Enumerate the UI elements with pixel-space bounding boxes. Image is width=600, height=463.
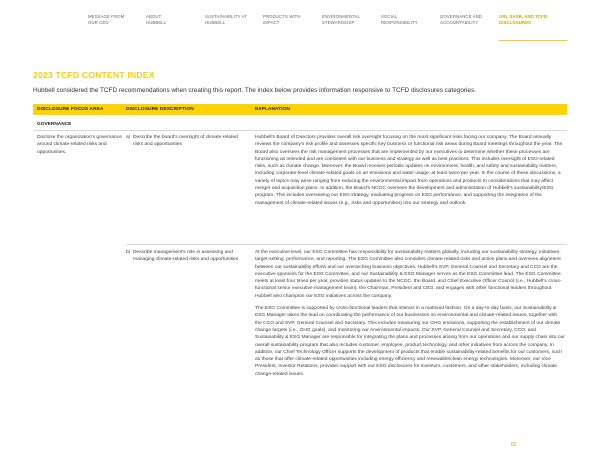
section-title: GOVERNANCE [37, 122, 72, 127]
header-explanation: EXPLANATION [255, 107, 291, 112]
nav-item-products-with-impact[interactable]: PRODUCTS WITH IMPACT [263, 14, 301, 25]
table-header [33, 104, 567, 115]
section-governance [33, 118, 567, 131]
row-b-explanation [255, 249, 565, 383]
top-navigation [88, 14, 566, 44]
explanation-paragraph: Hubbell's Board of Directors provides overall risk oversight focusing on the most significant risks facing our company. The Board annually reviews the company's risk profile and assesses specific key business or functional risk areas during Board meetings throughout the year. The Board also oversees the risk management processes that are implemented by our executives to determine whether these processes are functioning as intended and are consistent with our business and strategy as well as best practices. This includes oversight of ESG-related risks, such as climate change. Moreover, the Board receives periodic updates on environment, health, and safety and sustainability matters, including corporate-level climate-related goals on air emissions and water usage, at least twice per year. In the course of these discussions, a variety of topics may arise ranging from reducing the environmental impact from operations and products to considerations that may affect merger and acquisition plans. In addition, the Board's NCGC oversees the development and administration of Hubbell's sustainability/ESG program. This includes overseeing our ESG strategy, evaluating progress on ESG performance, and supporting the integration of the management of climate-related issues (e.g., risks and opportunities) into our strategy and outlook. [255, 135, 563, 206]
row-b-description: Describe management's role in assessing and managing climate-related risks and opportunities [133, 250, 239, 263]
nav-item-gri-sasb-tcfd-disclosures[interactable]: GRI, SASB, AND TCFD DISCLOSURES [499, 14, 548, 25]
header-focus-area: DISCLOSURE FOCUS AREA [37, 107, 104, 112]
page-title: 2023 TCFD CONTENT INDEX [33, 70, 155, 80]
nav-item-social-responsibility[interactable]: SOCIAL RESPONSIBILITY [381, 14, 418, 25]
nav-item-environmental-stewardship[interactable]: ENVIRONMENTAL STEWARDSHIP [322, 14, 360, 25]
row-divider [126, 244, 567, 245]
nav-item-sustainability-at-hubbell[interactable]: SUSTAINABILITY AT HUBBELL [205, 14, 248, 25]
intro-text: Hubbell considered the TCFD recommendations when creating this report. The index below provides information responsive to TCFD disclosures categories. [33, 87, 476, 94]
explanation-paragraph: The ESG Committee is supported by cross-functional leaders that interact in a matrixed fashion. On a day-to-day basis, our Sustainability & ESG Manager takes the lead on coordinating the performance of our businesses on environmental and climate-related issues, together with the CCO and SVP, General Counsel and Secretary. This includes measuring our GHG emissions, supporting the establishment of our climate change targets (i.e., GHG goals), and monitoring our environmental impacts. Our SVP, General Counsel and Secretary, CCO, and Sustainability & ESG Manager are responsible for integrating the plans and processes arising from our operations and our supply chain into our overall sustainability program that also includes customer, employee, product technology, and other initiatives from across the company. In addition, our Chief Technology Officer supports the development of products that enable sustainability-related benefits for our customers, such as those that offer climate-related opportunities including energy efficiency and renewable/clean energy technologies. Moreover, our Vice President, Investor Relations, provides support with our ESG disclosures for investors, customers, and other stakeholders, including climate change-related issues. [255, 306, 565, 377]
nav-item-about-hubbell[interactable]: ABOUT HUBBELL [146, 14, 167, 25]
focus-area-text: Disclose the organization's governance around climate-related risks and opportunities. [37, 135, 122, 155]
active-nav-underline [499, 40, 567, 41]
nav-item-governance-and-accountability[interactable]: GOVERNANCE AND ACCOUNTABILITY [440, 14, 482, 25]
row-a-label: a) [126, 135, 131, 140]
header-description: DISCLOSURE DESCRIPTION [126, 107, 194, 112]
row-b-label: b) [126, 250, 131, 255]
nav-item-message-from-ceo[interactable]: MESSAGE FROM OUR CEO [88, 14, 125, 25]
row-a-description: Describe the board's oversight of climate-related risks and opportunities [133, 135, 238, 148]
page-number: 82 [511, 442, 517, 448]
explanation-paragraph: At the executive level, our ESG Committee has responsibility for sustainability matters globally, including our sustainability strategy, initiatives, target-setting, performance, and reporting. The ESG Committee also considers climate-related risks and action plans and oversees alignment between our sustainability efforts and our overarching business objectives. Hubbell's SVP, General Counsel and Secretary and CCO are the executive sponsors for the ESG Committee, and our Sustainability & ESG Manager serves as the ESG Committee lead. The ESG Committee meets at least four times per year, provides status updates to the NCGC, the Board, and Chief Executive Officer Council (i.e., Hubbell's cross-functional senior executive management team), the Chairman, President and CEO, and engages with other functional leaders throughout Hubbell who champion our ESG initiatives across the company. [255, 250, 562, 299]
row-a-explanation [255, 134, 565, 212]
